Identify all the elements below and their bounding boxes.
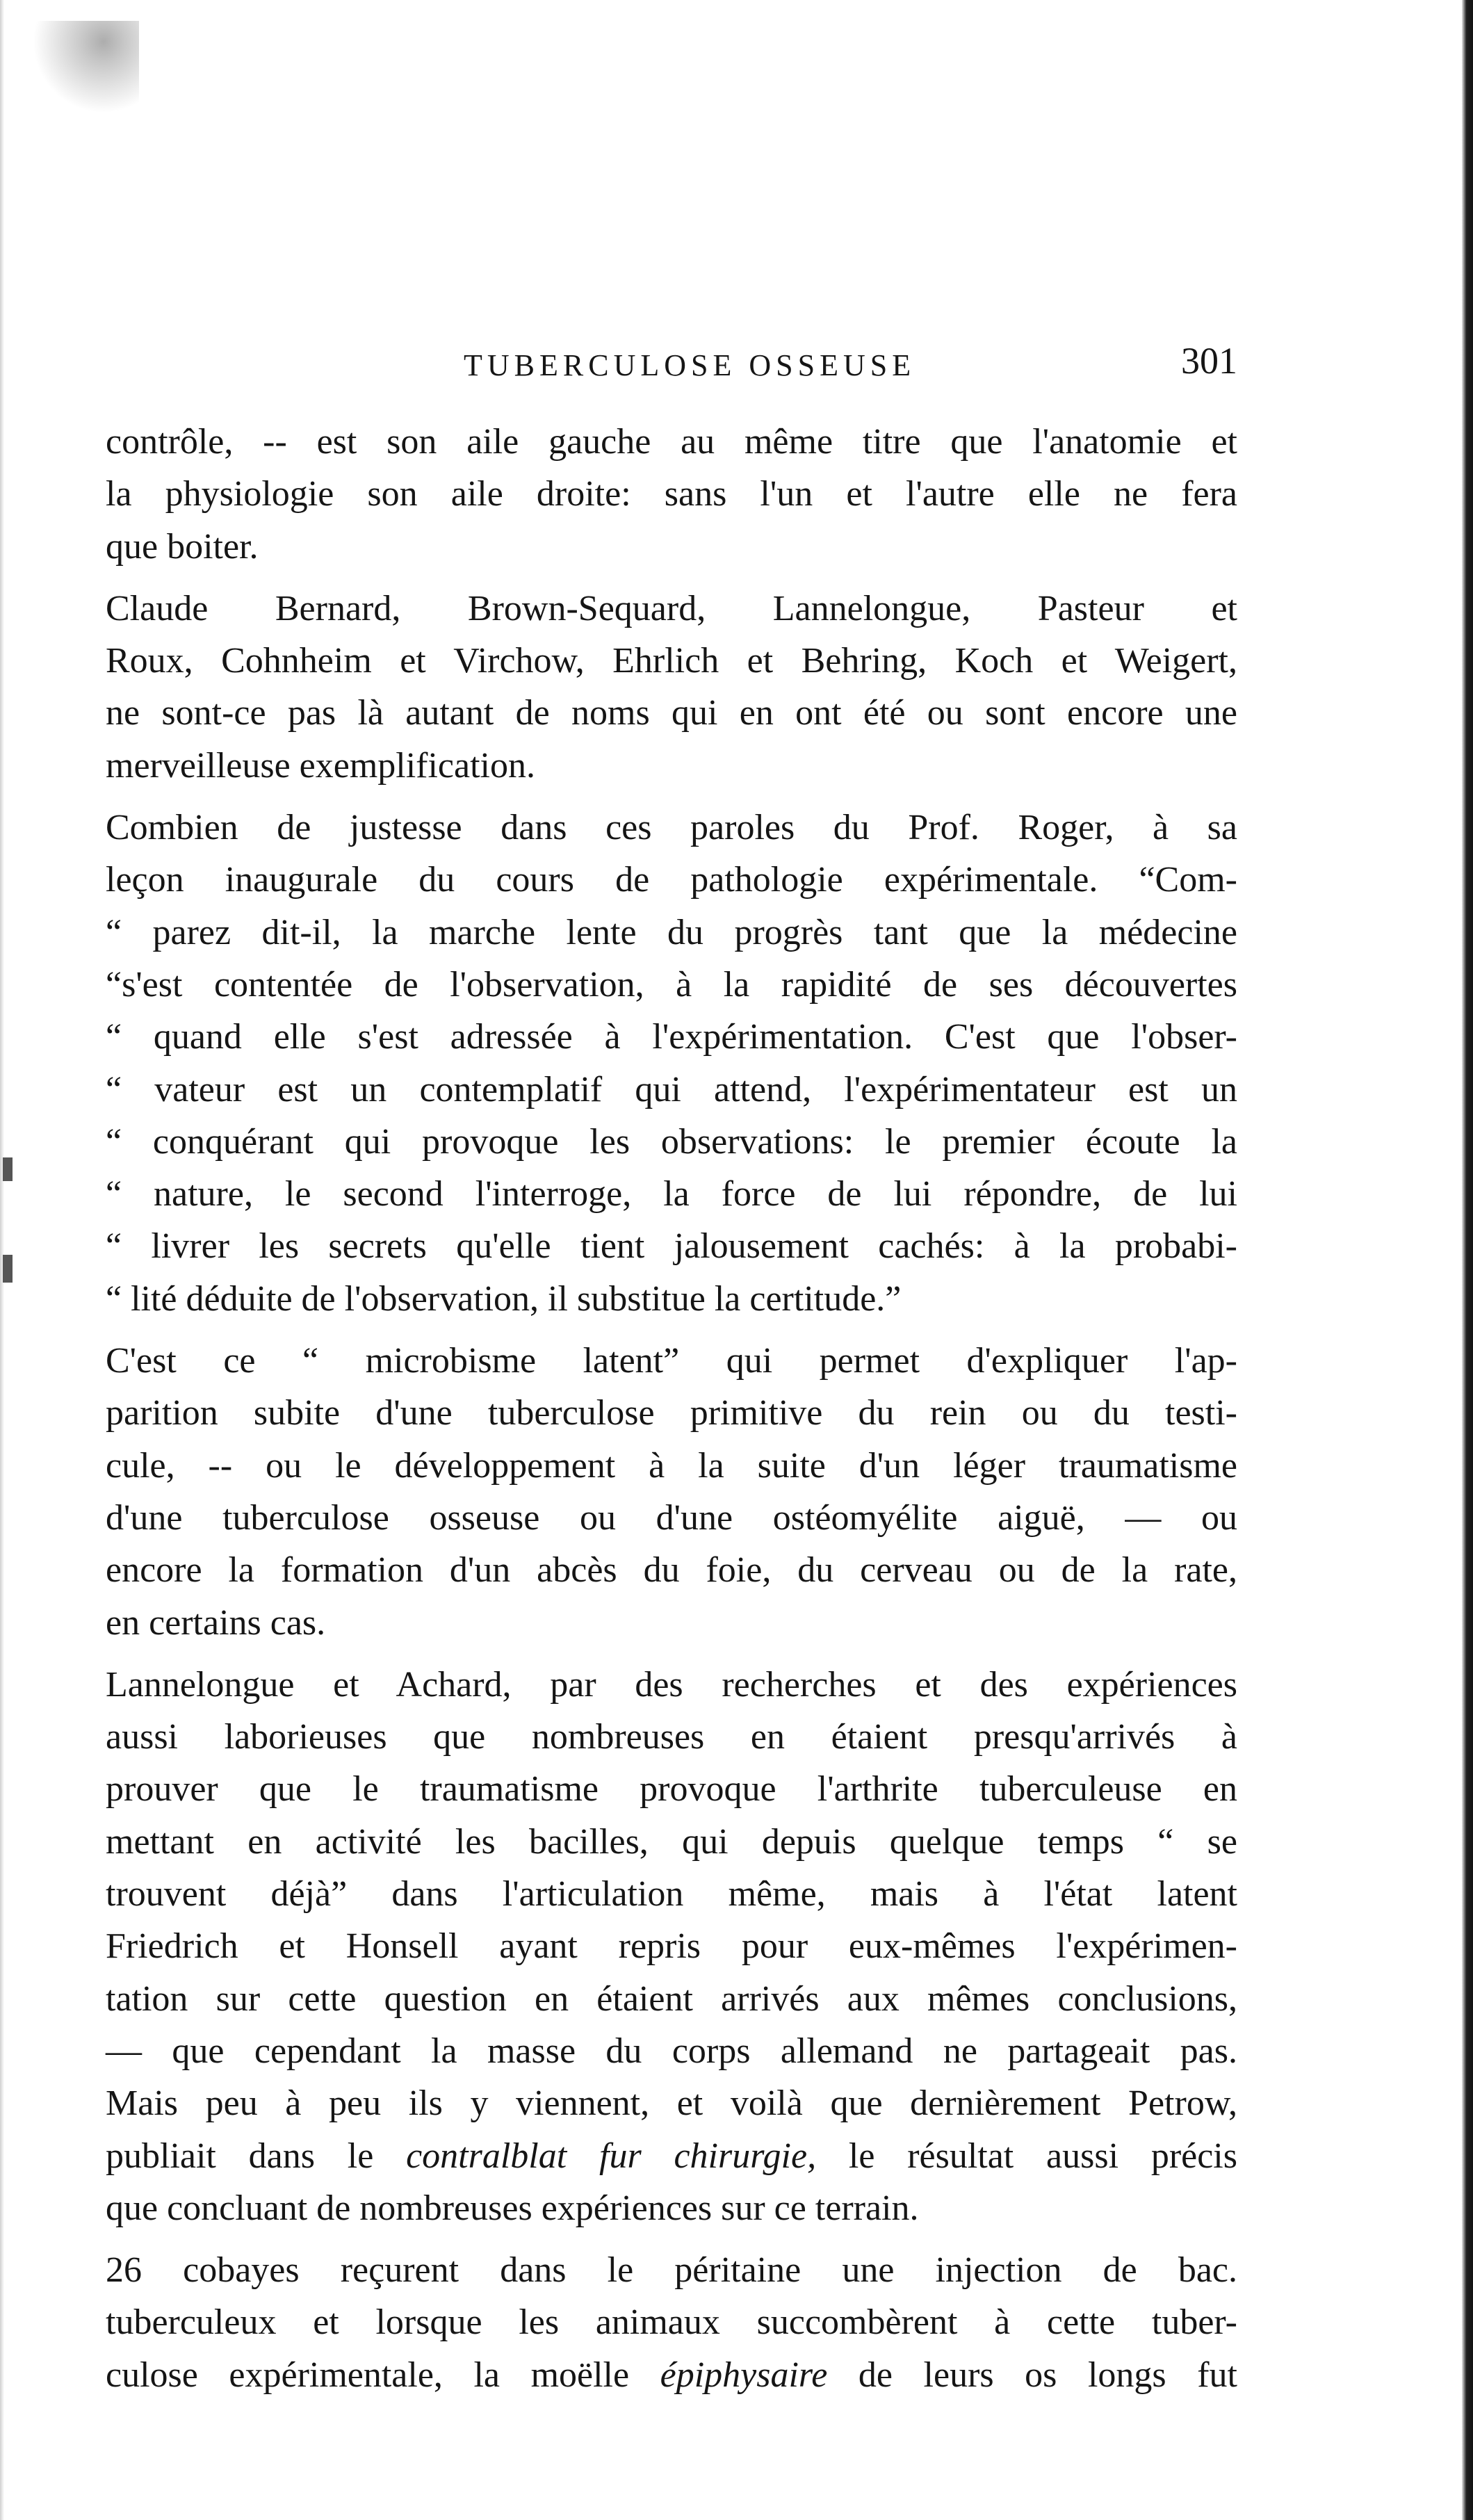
paragraph — [106, 416, 1237, 573]
text-line: prouver que le traumatisme provoque l'arthrite tuberculeuse en — [106, 1769, 1237, 1810]
text-line: publiait dans le contralblat fur chirurgie, le résultat aussi précis — [106, 2136, 1237, 2176]
text-line: tuberculeux et lorsque les animaux succombèrent à cette tuber- — [106, 2302, 1237, 2343]
text-line: parition subite d'une tuberculose primitive du rein ou du testi- — [106, 1393, 1237, 1433]
text-line: ne sont-ce pas là autant de noms qui en ont été ou sont encore une — [106, 693, 1237, 733]
text-line: Claude Bernard, Brown-Sequard, Lannelongue, Pasteur et — [106, 588, 1237, 628]
paragraph — [106, 802, 1237, 1325]
text-line: Combien de justesse dans ces paroles du Prof. Roger, à sa — [106, 808, 1237, 848]
text-line: C'est ce “ microbisme latent” qui permet d'expliquer l'ap- — [106, 1341, 1237, 1381]
text-line: que boiter. — [106, 526, 259, 567]
text-line: en certains cas. — [106, 1602, 326, 1643]
scan-smudge — [21, 21, 139, 125]
text-line: Mais peu à peu ils y viennent, et voilà que dernièrement Petrow, — [106, 2083, 1237, 2124]
paragraph — [106, 1659, 1237, 2234]
text-line: merveilleuse exemplification. — [106, 745, 535, 786]
page-number: 301 — [1181, 340, 1237, 382]
running-title: TUBERCULOSE OSSEUSE — [464, 348, 916, 382]
text-line: “ quand elle s'est adressée à l'expérimentation. C'est que l'obser- — [106, 1017, 1237, 1057]
text-line: “ vateur est un contemplatif qui attend, l'expérimentateur est un — [106, 1069, 1237, 1109]
text-line: “ livrer les secrets qu'elle tient jalousement cachés: à la probabi- — [106, 1226, 1237, 1267]
text-line: trouvent déjà” dans l'articulation même, mais à l'état latent — [106, 1874, 1237, 1915]
text-line: que concluant de nombreuses expériences sur ce terrain. — [106, 2188, 919, 2228]
text-line: 26 cobayes reçurent dans le péritaine une injection de bac. — [106, 2250, 1237, 2291]
paragraph — [106, 583, 1237, 792]
text-line: d'une tuberculose osseuse ou d'une ostéomyélite aiguë, — ou — [106, 1497, 1237, 1538]
paragraph — [106, 1335, 1237, 1649]
text-line: “s'est contentée de l'observation, à la rapidité de ses découvertes — [106, 964, 1237, 1005]
text-line: contrôle, -- est son aile gauche au même titre que l'anatomie et — [106, 422, 1237, 462]
text-line: Roux, Cohnheim et Virchow, Ehrlich et Behring, Koch et Weigert, — [106, 641, 1237, 681]
text-line: “ conquérant qui provoque les observations: le premier écoute la — [106, 1121, 1237, 1162]
text-line: culose expérimentale, la moëlle épiphysaire de leurs os longs fut — [106, 2355, 1237, 2395]
margin-mark — [3, 1157, 13, 1181]
text-line: “ nature, le second l'interroge, la force de lui répondre, de lui — [106, 1174, 1237, 1214]
text-line: Friedrich et Honsell ayant repris pour eux-mêmes l'expérimen- — [106, 1926, 1237, 1967]
text-line: Lannelongue et Achard, par des recherches et des expériences — [106, 1664, 1237, 1705]
body-text — [106, 416, 1237, 2401]
text-line: “ lité déduite de l'observation, il substitue la certitude.” — [106, 1278, 902, 1319]
text-line: leçon inaugurale du cours de pathologie expérimentale. “Com- — [106, 860, 1237, 900]
text-line: tation sur cette question en étaient arrivés aux mêmes conclusions, — [106, 1978, 1237, 2019]
margin-mark — [3, 1255, 13, 1283]
text-line: cule, -- ou le développement à la suite d'un léger traumatisme — [106, 1445, 1237, 1486]
page-header — [106, 339, 1237, 388]
text-line: “ parez dit-il, la marche lente du progrès tant que la médecine — [106, 912, 1237, 952]
text-line: aussi laborieuses que nombreuses en étaient presqu'arrivés à — [106, 1717, 1237, 1757]
page-binding-edge — [1462, 0, 1473, 2520]
text-line: mettant en activité les bacilles, qui depuis quelque temps “ se — [106, 1821, 1237, 1862]
text-line: — que cependant la masse du corps allemand ne partageait pas. — [106, 2031, 1237, 2071]
text-line: la physiologie son aile droite: sans l'un et l'autre elle ne fera — [106, 474, 1237, 514]
text-line: encore la formation d'un abcès du foie, du cerveau ou de la rate, — [106, 1550, 1237, 1591]
paragraph — [106, 2244, 1237, 2401]
